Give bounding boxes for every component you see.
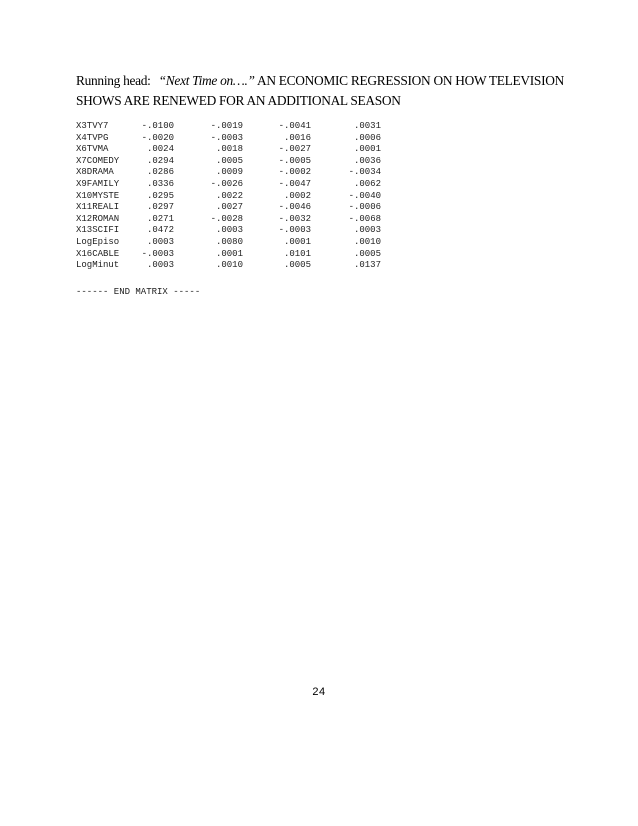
row-label: X11REALI <box>76 202 120 213</box>
matrix-cell: .0018 <box>215 144 243 155</box>
matrix-cell: .0006 <box>353 132 381 143</box>
matrix-cell: -.0041 <box>278 121 311 131</box>
matrix-cell: -.0026 <box>210 178 243 189</box>
row-label: X6TVMA <box>76 144 109 155</box>
matrix-cell: .0024 <box>146 144 174 155</box>
matrix-cell: .0005 <box>353 248 381 259</box>
matrix-cell: -.0028 <box>210 213 243 224</box>
matrix-cell: -.0068 <box>348 213 381 224</box>
matrix-cell: .0286 <box>146 167 174 178</box>
running-head-line-1 <box>76 71 566 91</box>
matrix-cell: -.0100 <box>141 121 174 131</box>
matrix-cell: -.0047 <box>278 178 311 189</box>
running-head-line-2: SHOWS ARE RENEWED FOR AN ADDITIONAL SEASON <box>76 93 401 108</box>
end-matrix-marker: ------ END MATRIX ----- <box>76 287 201 297</box>
row-label: X3TVY7 <box>76 121 109 131</box>
row-label: X9FAMILY <box>76 178 120 189</box>
running-head-label: Running head: <box>76 73 151 88</box>
matrix-cell: .0295 <box>146 190 174 201</box>
matrix-cell: -.0020 <box>141 132 174 143</box>
matrix-cell: .0080 <box>215 236 243 247</box>
row-label: LogEpiso <box>76 236 120 247</box>
matrix-cell: .0297 <box>146 202 174 213</box>
matrix-cell: .0003 <box>215 225 243 236</box>
matrix-cell: -.0040 <box>348 190 381 201</box>
matrix-cell: -.0003 <box>141 248 174 259</box>
matrix-cell: .0137 <box>353 260 381 271</box>
matrix-cell: -.0032 <box>278 213 311 224</box>
matrix-cell: .0003 <box>146 260 174 271</box>
matrix-cell: .0027 <box>215 202 243 213</box>
matrix-cell: .0001 <box>353 144 381 155</box>
title-rest: AN ECONOMIC REGRESSION ON HOW TELEVISION <box>254 73 564 88</box>
matrix-cell: .0009 <box>215 167 243 178</box>
row-label: LogMinut <box>76 260 120 271</box>
matrix-cell: -.0003 <box>210 132 243 143</box>
row-label: X12ROMAN <box>76 213 120 224</box>
running-head <box>76 71 566 111</box>
matrix-cell: .0003 <box>353 225 381 236</box>
matrix-cell: .0271 <box>146 213 174 224</box>
matrix-cell: .0003 <box>146 236 174 247</box>
matrix-cell: .0101 <box>283 248 311 259</box>
matrix-cell: -.0006 <box>348 202 381 213</box>
row-label: X10MYSTE <box>76 190 120 201</box>
matrix-cell: -.0002 <box>278 167 311 178</box>
matrix-cell: -.0003 <box>278 225 311 236</box>
matrix-cell: .0001 <box>283 236 311 247</box>
matrix-cell: -.0034 <box>348 167 381 178</box>
row-label: X13SCIFI <box>76 225 120 236</box>
matrix-cell: .0005 <box>215 155 243 166</box>
matrix-cell: .0294 <box>146 155 174 166</box>
matrix-cell: .0031 <box>353 121 381 131</box>
matrix-cell: -.0046 <box>278 202 311 213</box>
row-label: X7COMEDY <box>76 155 120 166</box>
matrix-cell: -.0019 <box>210 121 243 131</box>
matrix-cell: .0472 <box>146 225 174 236</box>
page-number: 24 <box>312 686 326 698</box>
matrix-cell: .0062 <box>353 178 381 189</box>
matrix-cell: .0022 <box>215 190 243 201</box>
matrix-cell: .0001 <box>215 248 243 259</box>
row-label: X16CABLE <box>76 248 120 259</box>
row-label: X8DRAMA <box>76 167 114 178</box>
row-label: X4TVPG <box>76 132 109 143</box>
matrix-cell: -.0005 <box>278 155 311 166</box>
matrix-cell: .0016 <box>283 132 311 143</box>
matrix-cell: .0010 <box>215 260 243 271</box>
matrix-cell: .0036 <box>353 155 381 166</box>
matrix-cell: .0010 <box>353 236 381 247</box>
matrix-cell: .0336 <box>146 178 174 189</box>
title-italic: “Next Time on….” <box>158 73 255 88</box>
matrix-cell: .0005 <box>283 260 311 271</box>
matrix-cell: -.0027 <box>278 144 311 155</box>
matrix-cell: .0002 <box>283 190 311 201</box>
